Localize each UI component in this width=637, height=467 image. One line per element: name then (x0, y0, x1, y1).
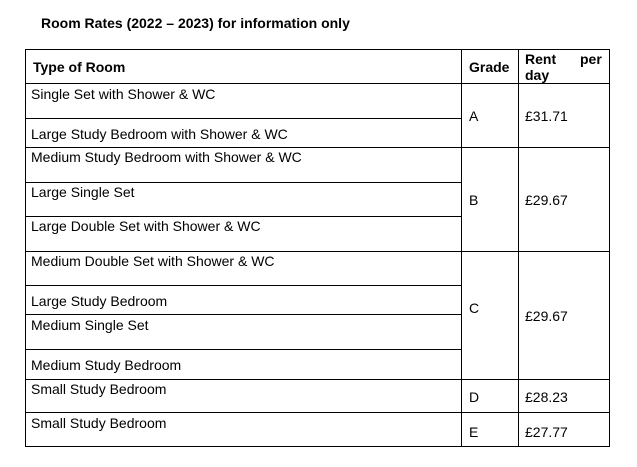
grade-cell: D (469, 389, 480, 405)
room-type-cell: Small Study Bedroom (31, 415, 167, 431)
rent-cell: £27.77 (525, 424, 568, 440)
room-type-cell: Large Single Set (31, 184, 135, 200)
column-divider-rent (518, 49, 519, 447)
room-type-cell: Medium Single Set (31, 317, 149, 333)
room-type-cell: Large Study Bedroom with Shower & WC (31, 126, 288, 142)
rent-cell: £29.67 (525, 308, 568, 324)
row-divider (25, 216, 462, 217)
table-border-right (609, 49, 610, 447)
room-type-cell: Medium Double Set with Shower & WC (31, 253, 275, 269)
table-border-top (25, 49, 610, 50)
header-day-word: day (525, 67, 550, 83)
rent-cell: £31.71 (525, 108, 568, 124)
room-type-cell: Large Double Set with Shower & WC (31, 218, 261, 234)
table-border-bottom (25, 446, 610, 447)
room-type-cell: Medium Study Bedroom (31, 357, 182, 373)
room-type-cell: Small Study Bedroom (31, 381, 167, 397)
header-grade: Grade (469, 59, 510, 75)
grade-cell: B (469, 192, 479, 208)
row-divider (25, 118, 462, 119)
header-per-word: per (580, 51, 602, 67)
grade-cell: E (469, 424, 479, 440)
group-divider-bc (25, 251, 610, 252)
room-type-cell: Single Set with Shower & WC (31, 86, 216, 102)
column-divider-grade (461, 49, 462, 447)
header-rent-word: Rent (525, 51, 557, 67)
group-divider-de (25, 412, 610, 413)
table-border-left (25, 49, 26, 447)
page-title: Room Rates (2022 – 2023) for information only (41, 15, 350, 31)
room-type-cell: Medium Study Bedroom with Shower & WC (31, 149, 302, 165)
grade-cell: A (469, 108, 479, 124)
row-divider (25, 314, 462, 315)
group-divider-cd (25, 379, 610, 380)
row-divider (25, 182, 462, 183)
row-divider (25, 285, 462, 286)
header-type-of-room: Type of Room (33, 59, 126, 75)
rent-cell: £28.23 (525, 389, 568, 405)
group-divider-ab (25, 147, 610, 148)
row-divider (25, 349, 462, 350)
room-type-cell: Large Study Bedroom (31, 293, 168, 309)
header-divider (25, 83, 610, 84)
grade-cell: C (469, 300, 480, 316)
rent-cell: £29.67 (525, 192, 568, 208)
